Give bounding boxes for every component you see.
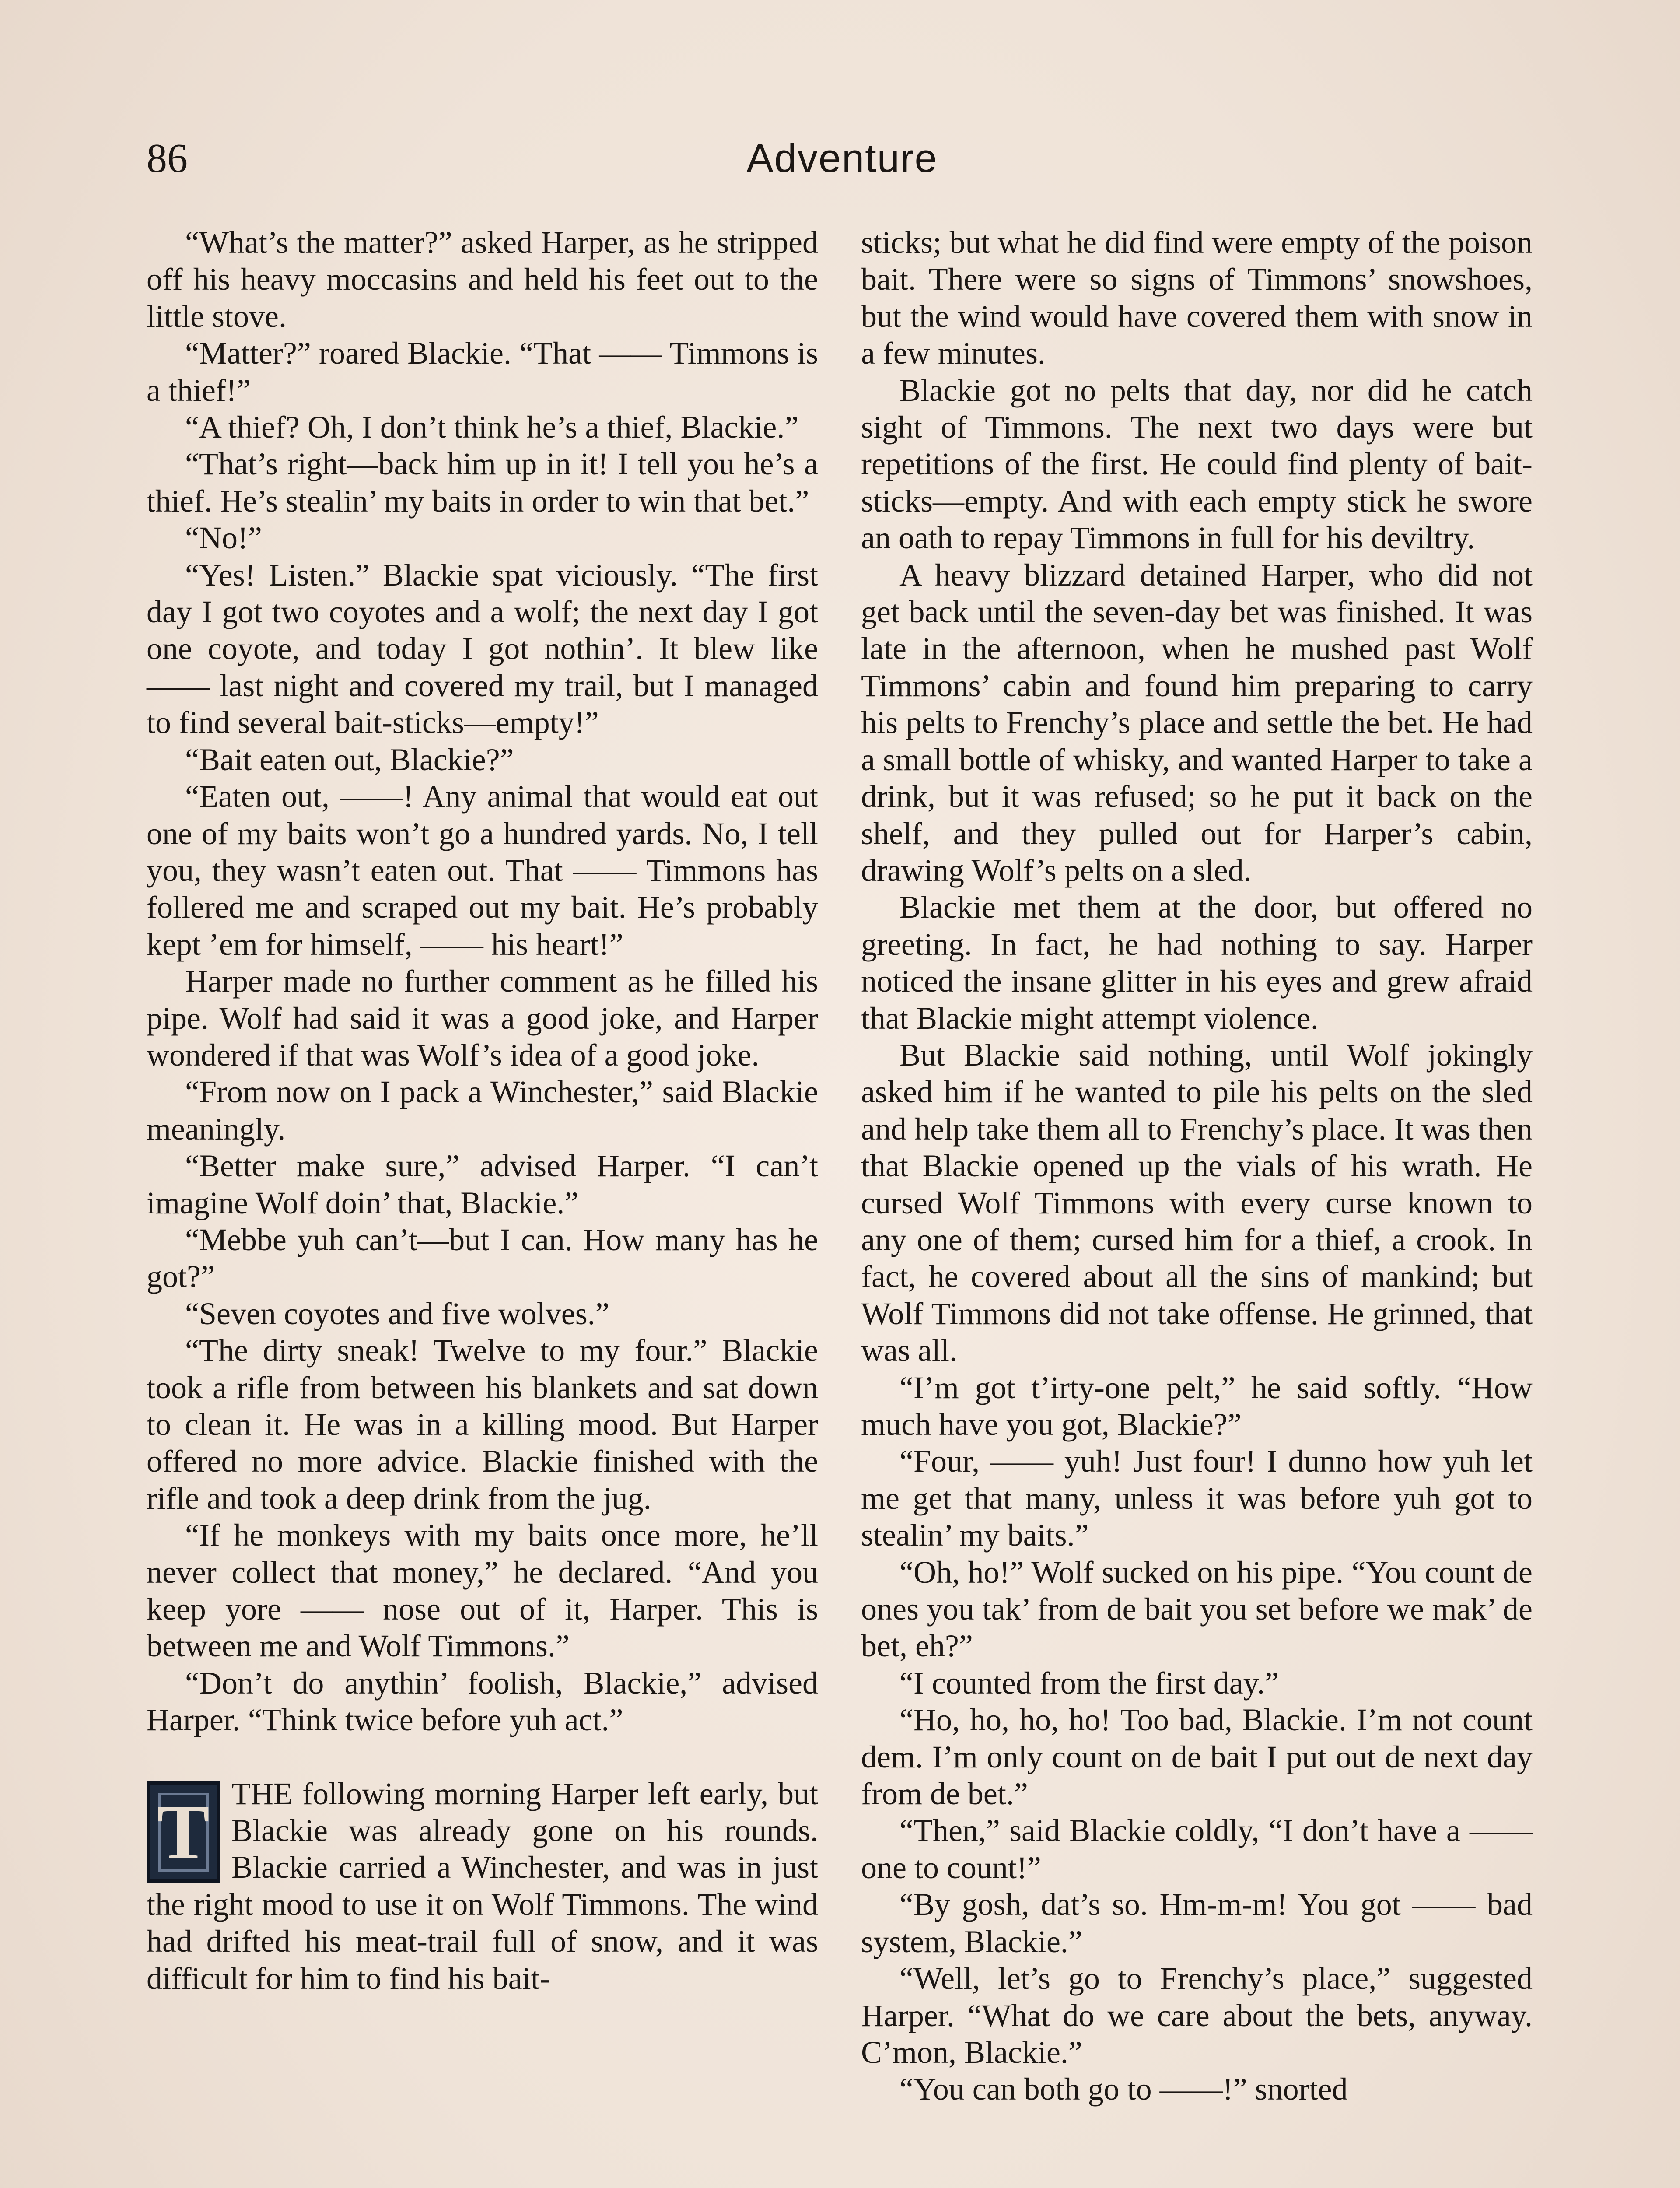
paragraph: “By gosh, dat’s so. Hm-m-m! You got —— bad system, Blackie.”	[861, 1887, 1533, 1959]
paragraph: Blackie got no pelts that day, nor did he catch sight of Timmons. The next two days were but repetitions of the first. He could find plenty of bait-sticks—empty. And with each empty stick he swore an oath to repay Timmons in full for his deviltry.	[861, 372, 1533, 556]
paragraph: “That’s right—back him up in it! I tell you he’s a thief. He’s stealin’ my baits in order to win that bet.”	[147, 446, 818, 519]
paragraph: “What’s the matter?” asked Harper, as he stripped off his heavy moccasins and held his feet out to the little stove.	[147, 225, 818, 334]
paragraph: Harper made no further comment as he filled his pipe. Wolf had said it was a good joke, and Harper wondered if that was Wolf’s idea of a good joke.	[147, 964, 818, 1073]
paragraph: “Well, let’s go to Frenchy’s place,” suggested Harper. “What do we care about the bets, anyway. C’mon, Blackie.”	[861, 1961, 1533, 2070]
left-column	[147, 224, 818, 1997]
paragraph: “Four, —— yuh! Just four! I dunno how yuh let me get that many, unless it was before yuh got to stealin’ my baits.”	[861, 1444, 1533, 1553]
paragraph: “Eaten out, ——! Any animal that would eat out one of my baits won’t go a hundred yards. No, I tell you, they wasn’t eaten out. That —— Timmons has follered me and scraped out my bait. He’s probably kept ’em for himself, —— his heart!”	[147, 779, 818, 962]
paragraph: “From now on I pack a Winchester,” said Blackie meaningly.	[147, 1074, 818, 1147]
paragraph: “I’m got t’irty-one pelt,” he said softly. “How much have you got, Blackie?”	[861, 1370, 1533, 1442]
running-title: Adventure	[746, 136, 938, 181]
page-number: 86	[147, 136, 188, 181]
paragraph: “No!”	[185, 520, 262, 556]
paragraph: “A thief? Oh, I don’t think he’s a thief, Blackie.”	[185, 410, 799, 445]
paragraph: “Bait eaten out, Blackie?”	[185, 742, 514, 777]
section-start-paragraph: THE following morning Harper left early, but Blackie was already gone on his rounds. Blackie carried a Winchester, and was in just the right mood to use it on Wolf Timmons. The wind had drifted his meat-trail full of snow, and it was difficult for him to find his bait-	[147, 1776, 818, 1996]
paragraph: “I counted from the first day.”	[900, 1665, 1279, 1701]
page-header	[147, 128, 1538, 189]
paragraph: “Better make sure,” advised Harper. “I can’t imagine Wolf doin’ that, Blackie.”	[147, 1148, 818, 1220]
paragraph: “Matter?” roared Blackie. “That —— Timmons is a thief!”	[147, 336, 818, 408]
dropcap-letter: T	[157, 1788, 210, 1876]
paragraph: “Yes! Listen.” Blackie spat viciously. “The first day I got two coyotes and a wolf; the next day I got one coyote, and today I got nothin’. It blew like —— last night and covered my trail, but I managed to find several bait-sticks—empty!”	[147, 557, 818, 740]
paragraph: Blackie met them at the door, but offered no greeting. In fact, he had nothing to say. Harper noticed the insane glitter in his eyes and grew afraid that Blackie might attempt violence.	[861, 890, 1533, 1036]
continued-paragraph: sticks; but what he did find were empty of the poison bait. There were so signs of Timmons’ snowshoes, but the wind would have covered them with snow in a few minutes.	[861, 225, 1533, 371]
paragraph: A heavy blizzard detained Harper, who did not get back until the seven-day bet was finished. It was late in the afternoon, when he mushed past Wolf Timmons’ cabin and found him preparing to carry his pelts to Frenchy’s place and settle the bet. He had a small bottle of whisky, and wanted Harper to take a drink, but it was refused; so he put it back on the shelf, and they pulled out for Harper’s cabin, drawing Wolf’s pelts on a sled.	[861, 557, 1533, 888]
paragraph: “The dirty sneak! Twelve to my four.” Blackie took a rifle from between his blankets and sat down to clean it. He was in a killing mood. But Harper offered no more advice. Blackie finished with the rifle and took a deep drink from the jug.	[147, 1333, 818, 1516]
paragraph: “You can both go to ——!” snorted	[900, 2072, 1348, 2107]
paragraph: But Blackie said nothing, until Wolf jokingly asked him if he wanted to pile his pelts on the sled and help take them all to Frenchy’s place. It was then that Blackie opened up the vials of his wrath. He cursed Wolf Timmons with every curse known to any one of them; cursed him for a thief, a crook. In fact, he covered about all the sins of mankind; but Wolf Timmons did not take offense. He grinned, that was all.	[861, 1037, 1533, 1368]
paragraph: “Oh, ho!” Wolf sucked on his pipe. “You count de ones you tak’ from de bait you set before we mak’ de bet, eh?”	[861, 1554, 1533, 1664]
paragraph: “Ho, ho, ho, ho! Too bad, Blackie. I’m not count dem. I’m only count on de bait I put out de next day from de bet.”	[861, 1702, 1533, 1812]
ornamental-dropcap	[147, 1781, 220, 1883]
paragraph: “Don’t do anythin’ foolish, Blackie,” advised Harper. “Think twice before yuh act.”	[147, 1665, 818, 1738]
section-break	[147, 1739, 818, 1775]
paragraph: “If he monkeys with my baits once more, he’ll never collect that money,” he declared. “And you keep yore —— nose out of it, Harper. This is between me and Wolf Timmons.”	[147, 1518, 818, 1664]
paragraph: “Mebbe yuh can’t—but I can. How many has he got?”	[147, 1222, 818, 1294]
paragraph: “Seven coyotes and five wolves.”	[185, 1296, 609, 1331]
paragraph: “Then,” said Blackie coldly, “I don’t have a —— one to count!”	[861, 1813, 1533, 1885]
right-column	[861, 224, 1533, 2108]
